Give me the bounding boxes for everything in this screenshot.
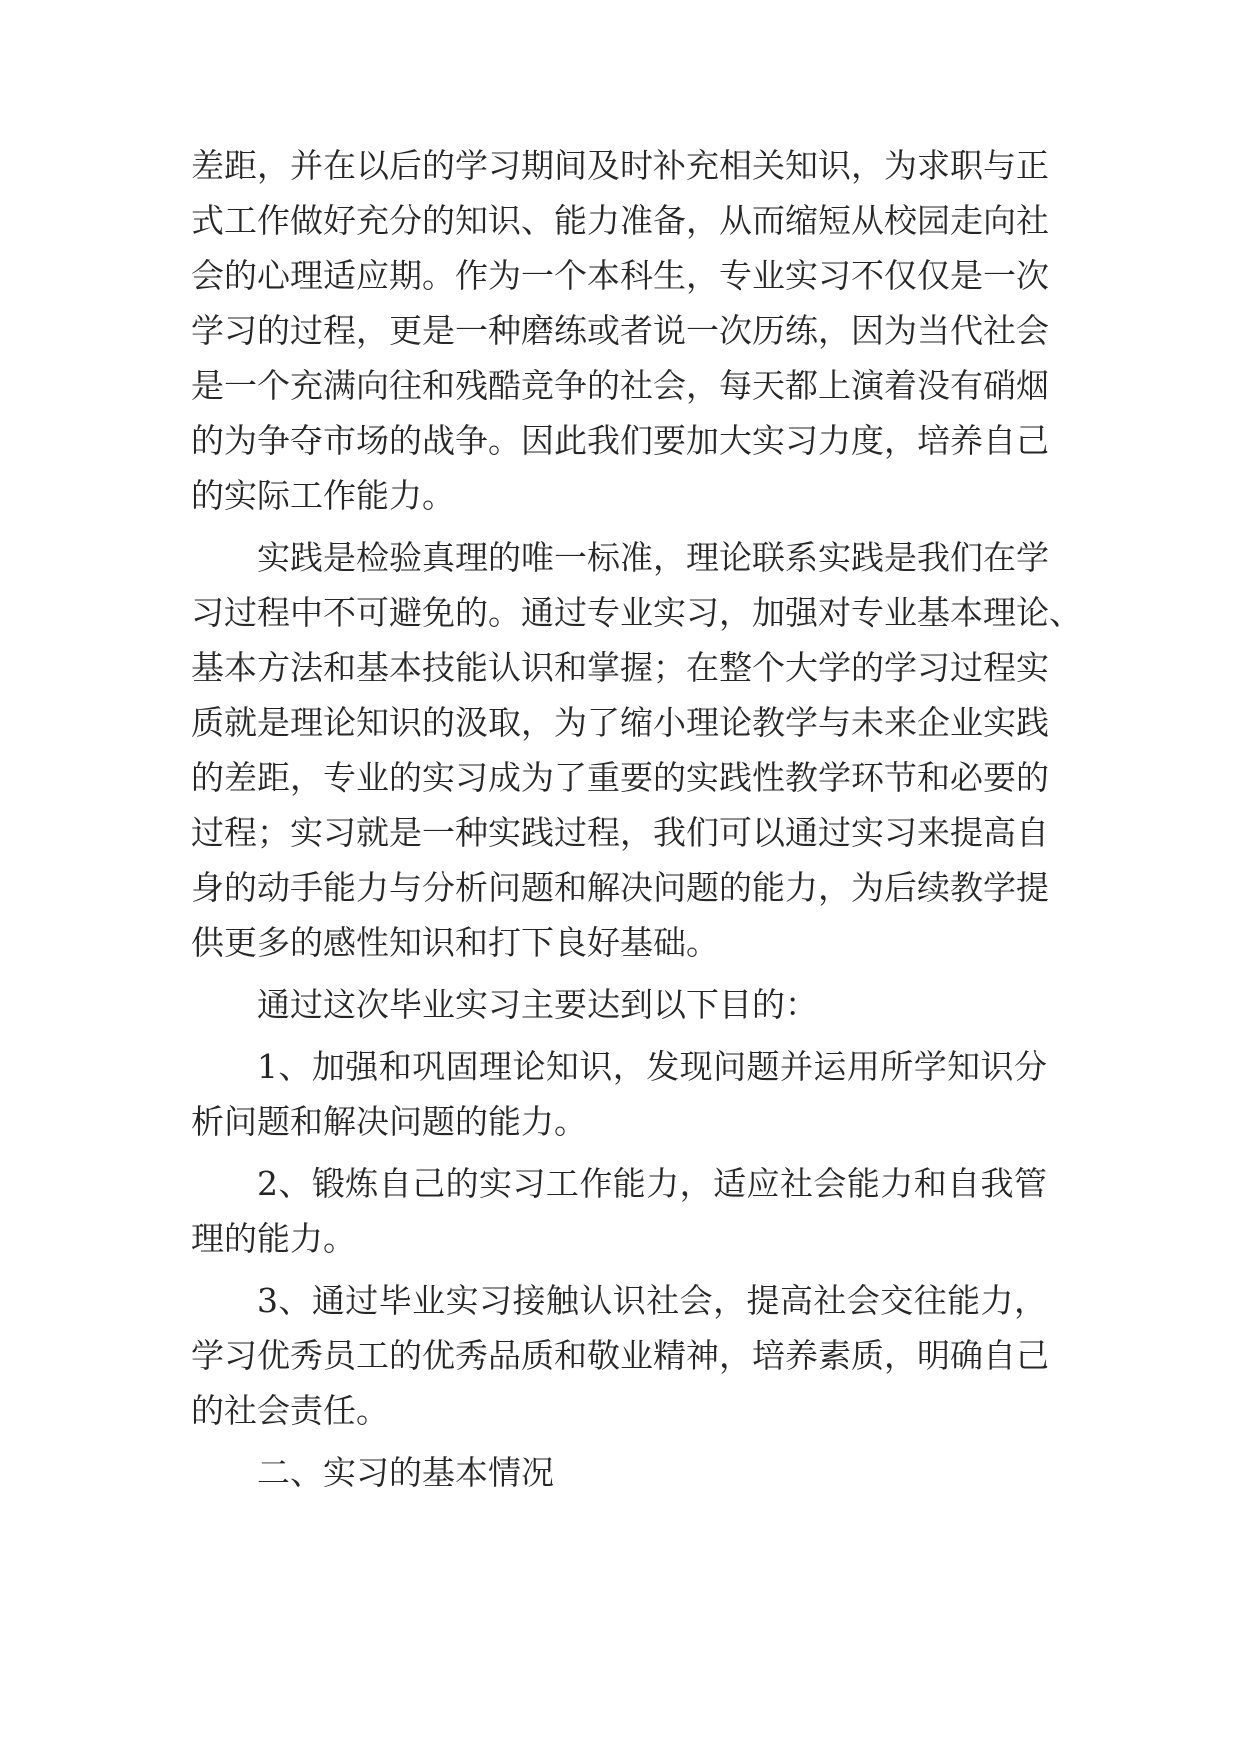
- text-line: 学习优秀员工的优秀品质和敬业精神，培养素质，明确自己: [191, 1336, 1049, 1375]
- text-line: 是一个充满向往和残酷竞争的社会，每天都上演着没有硝烟: [191, 366, 1049, 405]
- text-line: 供更多的感性知识和打下良好基础。: [191, 923, 719, 962]
- text-line: 学习的过程，更是一种磨练或者说一次历练，因为当代社会: [191, 311, 1049, 350]
- text-line: 的社会责任。: [191, 1391, 389, 1430]
- list-item-1: 1、加强和巩固理论知识，发现问题并运用所学知识分: [257, 1047, 1047, 1086]
- text-line: 的为争夺市场的战争。因此我们要加大实习力度，培养自己: [191, 421, 1049, 460]
- list-item-2: 2、锻炼自己的实习工作能力，适应社会能力和自我管: [257, 1164, 1047, 1203]
- text-line: 基本方法和基本技能认识和掌握；在整个大学的学习过程实: [191, 648, 1049, 687]
- text-line: 过程；实习就是一种实践过程，我们可以通过实习来提高自: [191, 813, 1049, 852]
- text-line: 差距，并在以后的学习期间及时补充相关知识，为求职与正: [191, 146, 1049, 185]
- section-heading: 二、实习的基本情况: [257, 1453, 554, 1492]
- text-line: 析问题和解决问题的能力。: [191, 1102, 587, 1141]
- text-line: 的差距，专业的实习成为了重要的实践性教学环节和必要的: [191, 758, 1049, 797]
- text-line: 的实际工作能力。: [191, 476, 455, 515]
- paragraph-first-line: 通过这次毕业实习主要达到以下目的：: [257, 985, 818, 1024]
- text-line: 会的心理适应期。作为一个本科生，专业实习不仅仅是一次: [191, 256, 1049, 295]
- paragraph-first-line: 实践是检验真理的唯一标准，理论联系实践是我们在学: [257, 538, 1049, 577]
- text-line: 式工作做好充分的知识、能力准备，从而缩短从校园走向社: [191, 201, 1049, 240]
- text-line: 质就是理论知识的汲取，为了缩小理论教学与未来企业实践: [191, 703, 1049, 742]
- text-line: 习过程中不可避免的。通过专业实习，加强对专业基本理论、: [191, 593, 1082, 632]
- list-item-3: 3、通过毕业实习接触认识社会，提高社会交往能力，: [257, 1281, 1047, 1320]
- text-line: 身的动手能力与分析问题和解决问题的能力，为后续教学提: [191, 868, 1049, 907]
- text-line: 理的能力。: [191, 1219, 356, 1258]
